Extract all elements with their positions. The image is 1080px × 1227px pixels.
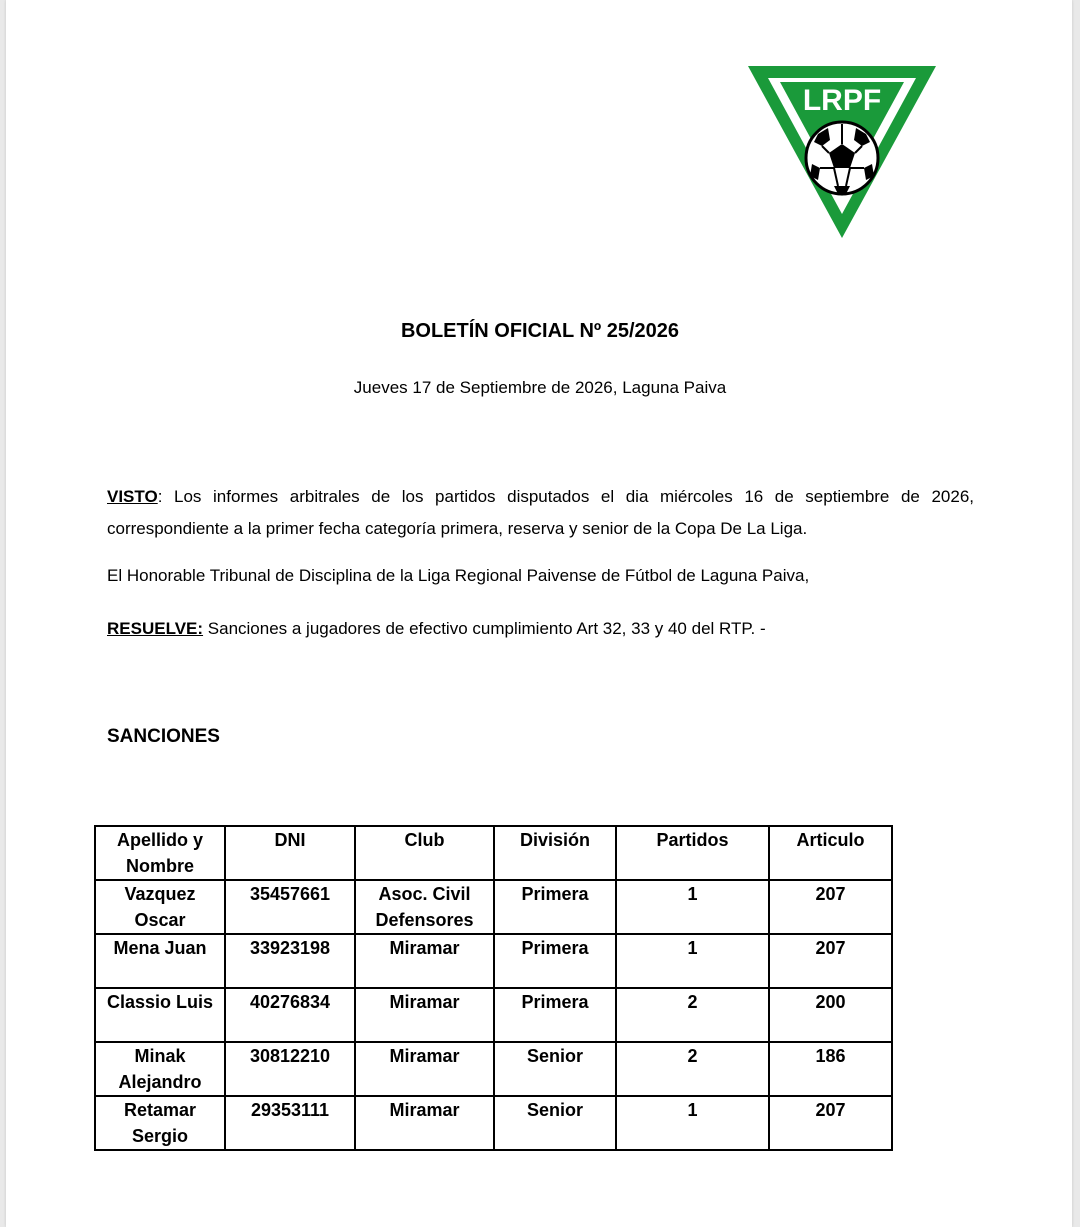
tribunal-paragraph: El Honorable Tribunal de Disciplina de la Liga Regional Paivense de Fútbol de Laguna Paiva, <box>107 566 810 585</box>
header-dni: DNI <box>225 826 355 880</box>
cell-matches: 2 <box>616 988 769 1042</box>
cell-division: Senior <box>494 1042 616 1096</box>
lrpf-logo <box>746 64 938 240</box>
header-division: División <box>494 826 616 880</box>
cell-name: Minak Alejandro <box>95 1042 225 1096</box>
header-club: Club <box>355 826 494 880</box>
visto-label: VISTO <box>107 487 158 506</box>
cell-article: 207 <box>769 1096 892 1150</box>
table-row <box>95 1042 892 1096</box>
header-name: Apellido y Nombre <box>95 826 225 880</box>
resuelve-label: RESUELVE: <box>107 619 204 638</box>
cell-dni: 29353111 <box>225 1096 355 1150</box>
cell-dni: 30812210 <box>225 1042 355 1096</box>
cell-club: Miramar <box>355 934 494 988</box>
logo-text: LRPF <box>802 84 882 117</box>
table-header-row <box>95 826 892 880</box>
cell-club: Asoc. Civil Defensores <box>355 880 494 934</box>
table-row <box>95 880 892 934</box>
section-heading: SANCIONES <box>107 726 220 747</box>
cell-article: 186 <box>769 1042 892 1096</box>
cell-name: Mena Juan <box>95 934 225 988</box>
soccer-ball-icon <box>806 122 878 194</box>
cell-division: Primera <box>494 988 616 1042</box>
cell-dni: 33923198 <box>225 934 355 988</box>
cell-matches: 2 <box>616 1042 769 1096</box>
cell-club: Miramar <box>355 1042 494 1096</box>
cell-name: Vazquez Oscar <box>95 880 225 934</box>
table-row <box>95 1096 892 1150</box>
cell-club: Miramar <box>355 1096 494 1150</box>
cell-division: Primera <box>494 880 616 934</box>
cell-division: Primera <box>494 934 616 988</box>
cell-dni: 35457661 <box>225 880 355 934</box>
cell-matches: 1 <box>616 934 769 988</box>
header-matches: Partidos <box>616 826 769 880</box>
cell-matches: 1 <box>616 1096 769 1150</box>
cell-article: 207 <box>769 880 892 934</box>
resuelve-paragraph <box>107 619 766 639</box>
cell-name: Retamar Sergio <box>95 1096 225 1150</box>
bulletin-title: BOLETÍN OFICIAL Nº 25/2026 <box>400 320 680 342</box>
cell-division: Senior <box>494 1096 616 1150</box>
visto-text: : Los informes arbitrales de los partidos disputados el dia miércoles 16 de septiembre de 2026, correspondiente a la primer fecha categoría primera, reserva y senior de la Copa De La Liga. <box>107 487 974 538</box>
cell-article: 207 <box>769 934 892 988</box>
visto-paragraph <box>107 481 974 545</box>
table-row <box>95 988 892 1042</box>
cell-matches: 1 <box>616 880 769 934</box>
table-row <box>95 934 892 988</box>
resuelve-text: Sanciones a jugadores de efectivo cumplimiento Art 32, 33 y 40 del RTP. - <box>203 619 766 638</box>
header-article: Articulo <box>769 826 892 880</box>
cell-dni: 40276834 <box>225 988 355 1042</box>
sanctions-table <box>94 825 893 1151</box>
cell-article: 200 <box>769 988 892 1042</box>
cell-club: Miramar <box>355 988 494 1042</box>
cell-name: Classio Luis <box>95 988 225 1042</box>
date-line: Jueves 17 de Septiembre de 2026, Laguna Paiva <box>353 378 727 397</box>
